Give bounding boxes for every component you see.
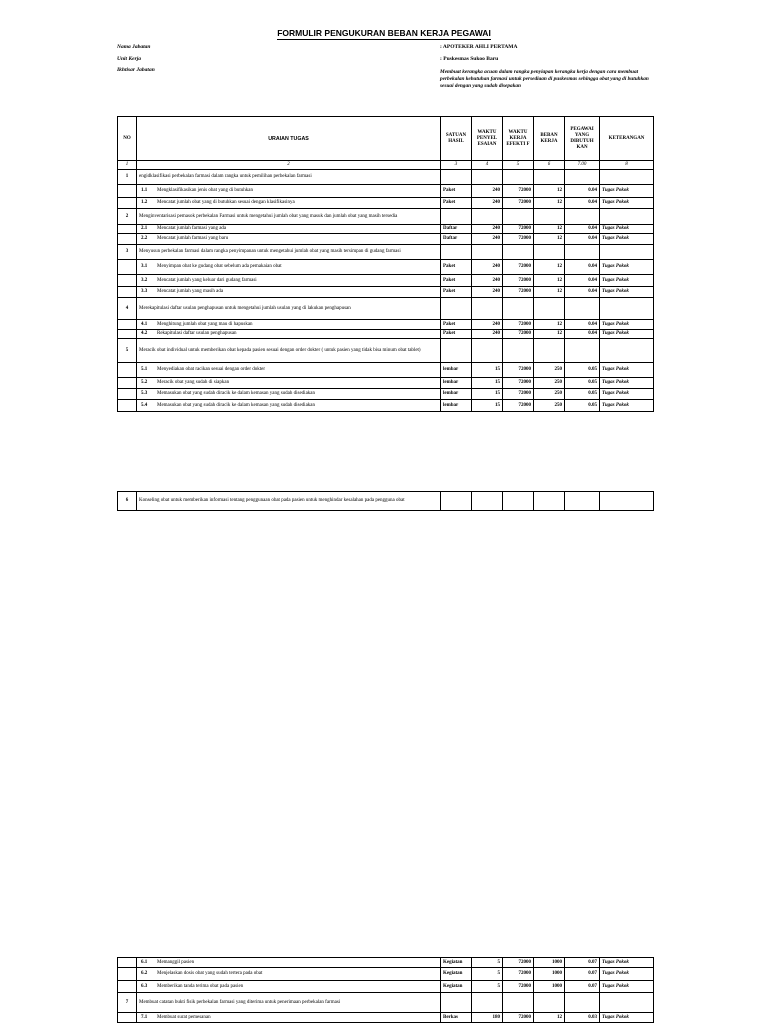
col-number: 5 — [503, 161, 534, 170]
waktu-penyelesaian: 15 — [472, 389, 503, 400]
subtask-code: 4.1 — [141, 321, 148, 327]
pegawai-dibutuhkan: 0.03 — [565, 1013, 600, 1023]
waktu-kerja-efektif: 72000 — [503, 400, 534, 412]
subtask-code: 5.1 — [141, 367, 148, 372]
keterangan: Tugas Pokok — [600, 1013, 654, 1023]
pegawai-dibutuhkan: 0.04 — [565, 275, 600, 287]
subtask-row — [118, 330, 654, 339]
satuan-hasil: lembar — [441, 400, 472, 412]
keterangan: Tugas Pokok — [600, 225, 654, 234]
empty-cell — [600, 245, 654, 260]
value-nama-jabatan: : APOTEKER AHLI PERTAMA — [440, 44, 518, 50]
empty-cell — [441, 245, 472, 260]
waktu-kerja-efektif: 72000 — [503, 234, 534, 245]
empty-cell — [441, 339, 472, 363]
empty-cell — [600, 339, 654, 363]
task-row — [118, 170, 654, 185]
empty-cell — [534, 298, 565, 320]
subtask-code: 5.3 — [141, 391, 148, 396]
empty-cell — [503, 339, 534, 363]
label-ikhtisar-jabatan: Ikhtisar Jabatan — [117, 67, 155, 73]
empty-cell — [503, 492, 534, 511]
keterangan: Tugas Pokok — [600, 234, 654, 245]
empty-cell — [565, 993, 600, 1013]
empty-cell — [118, 389, 137, 400]
satuan-hasil: Paket — [441, 330, 472, 339]
beban-kerja: 250 — [534, 400, 565, 412]
subtask-row — [118, 981, 654, 993]
waktu-kerja-efektif: 72000 — [503, 363, 534, 378]
header-row — [118, 117, 654, 161]
empty-cell — [118, 275, 137, 287]
waktu-penyelesaian: 15 — [472, 378, 503, 389]
waktu-penyelesaian: 5 — [472, 958, 503, 968]
empty-cell — [472, 339, 503, 363]
task-row — [118, 209, 654, 225]
subtask-cell — [137, 198, 441, 209]
subtask-description: Mencatat jumlah farmasi yang baru — [157, 236, 229, 241]
form-title: FORMULIR PENGUKURAN BEBAN KERJA PEGAWAI — [277, 28, 491, 38]
beban-kerja: 12 — [534, 225, 565, 234]
waktu-kerja-efektif: 72000 — [503, 330, 534, 339]
pegawai-dibutuhkan: 0.04 — [565, 198, 600, 209]
header-waktu: WAKTU PENYEL ESAIAN — [472, 117, 503, 161]
empty-cell — [503, 209, 534, 225]
subtask-description: Menyimpan obat ke gudang obat sebelum ada pemakaian obat — [157, 264, 282, 269]
task-description: Menyusun perbekalan farmasi dalam rangka penyimpanan untuk mengetahui jumlah obat yang masih tersimpan di gudang farmasi — [137, 245, 441, 260]
subtask-description: Mencatat jumlah farmasi yang ada — [157, 226, 227, 231]
empty-cell — [118, 234, 137, 245]
keterangan: Tugas Pokok — [600, 981, 654, 993]
empty-cell — [472, 298, 503, 320]
header-no: NO — [118, 117, 137, 161]
task-number: 3 — [118, 245, 137, 260]
subtask-cell — [137, 400, 441, 412]
subtask-description: Memberikan tanda terima obat pada pasien — [157, 983, 244, 989]
beban-kerja: 1000 — [534, 981, 565, 993]
beban-kerja: 12 — [534, 260, 565, 275]
subtask-code: 2.1 — [141, 226, 148, 231]
subtask-cell — [137, 378, 441, 389]
subtask-description: Mencatat jumlah yang masih ada — [157, 289, 224, 294]
subtask-row — [118, 400, 654, 412]
subtask-row — [118, 389, 654, 400]
subtask-description: Menghitung jumlah obat yang mau di hapuskan — [157, 321, 253, 327]
col-number: 4 — [472, 161, 503, 170]
empty-cell — [534, 209, 565, 225]
empty-cell — [503, 170, 534, 185]
header-satuan: SATUAN HASIL — [441, 117, 472, 161]
waktu-penyelesaian: 5 — [472, 968, 503, 981]
satuan-hasil: Kegiatan — [441, 958, 472, 968]
waktu-kerja-efektif: 72000 — [503, 275, 534, 287]
empty-cell — [534, 339, 565, 363]
empty-cell — [565, 170, 600, 185]
empty-cell — [118, 225, 137, 234]
task-number: 1 — [118, 170, 137, 185]
subtask-code: 3.1 — [141, 264, 148, 269]
subtask-row — [118, 185, 654, 198]
empty-cell — [503, 993, 534, 1013]
satuan-hasil: Daftar — [441, 234, 472, 245]
empty-cell — [534, 245, 565, 260]
beban-kerja: 12 — [534, 234, 565, 245]
label-unit-kerja: Unit Kerja — [117, 56, 141, 62]
col-number: 1 — [118, 161, 137, 170]
waktu-kerja-efektif: 72000 — [503, 287, 534, 298]
subtask-cell — [137, 185, 441, 198]
subtask-cell — [137, 363, 441, 378]
empty-cell — [472, 209, 503, 225]
subtask-row — [118, 1013, 654, 1023]
satuan-hasil: Paket — [441, 185, 472, 198]
empty-cell — [441, 209, 472, 225]
subtask-code: 6.3 — [141, 983, 148, 989]
subtask-code: 6.1 — [141, 959, 148, 965]
header-efektif: WAKTU KERJA EFEKTI F — [503, 117, 534, 161]
waktu-kerja-efektif: 72000 — [503, 378, 534, 389]
subtask-row — [118, 378, 654, 389]
subtask-description: Memanggil pasien — [157, 959, 195, 965]
pegawai-dibutuhkan: 0.04 — [565, 330, 600, 339]
subtask-cell — [137, 389, 441, 400]
subtask-description: Meracik obat yang sudah di siapkan — [157, 380, 230, 385]
subtask-cell — [137, 320, 441, 330]
workload-table-task-6 — [117, 491, 654, 511]
waktu-kerja-efektif: 72000 — [503, 981, 534, 993]
keterangan: Tugas Pokok — [600, 275, 654, 287]
waktu-kerja-efektif: 72000 — [503, 958, 534, 968]
col-number: 8 — [600, 161, 654, 170]
empty-cell — [503, 298, 534, 320]
beban-kerja: 250 — [534, 378, 565, 389]
empty-cell — [118, 363, 137, 378]
task-number: 7 — [118, 993, 137, 1013]
empty-cell — [600, 209, 654, 225]
subtask-row — [118, 234, 654, 245]
waktu-kerja-efektif: 72000 — [503, 968, 534, 981]
task-number: 2 — [118, 209, 137, 225]
subtask-code: 6.2 — [141, 971, 148, 976]
subtask-row — [118, 968, 654, 981]
empty-cell — [441, 170, 472, 185]
subtask-cell — [137, 234, 441, 245]
empty-cell — [118, 981, 137, 993]
waktu-penyelesaian: 240 — [472, 260, 503, 275]
empty-cell — [118, 287, 137, 298]
subtask-code: 3.2 — [141, 277, 148, 283]
subtask-description: Membuat surat pemesanan — [157, 1014, 211, 1020]
beban-kerja: 12 — [534, 320, 565, 330]
empty-cell — [565, 339, 600, 363]
waktu-penyelesaian: 240 — [472, 198, 503, 209]
keterangan: Tugas Pokok — [600, 378, 654, 389]
subtask-row — [118, 320, 654, 330]
subtask-description: Memasukan obat yang sudah diracik ke dalam kemasan yang sudah disediakan — [157, 402, 316, 408]
task-row — [118, 492, 654, 511]
col-number: 2 — [137, 161, 441, 170]
keterangan: Tugas Pokok — [600, 389, 654, 400]
subtask-cell — [137, 968, 441, 981]
subtask-code: 5.2 — [141, 380, 148, 385]
waktu-kerja-efektif: 72000 — [503, 225, 534, 234]
waktu-penyelesaian: 15 — [472, 363, 503, 378]
subtask-cell — [137, 330, 441, 339]
empty-cell — [118, 378, 137, 389]
satuan-hasil: lembar — [441, 389, 472, 400]
satuan-hasil: Paket — [441, 287, 472, 298]
empty-cell — [565, 209, 600, 225]
beban-kerja: 250 — [534, 389, 565, 400]
waktu-kerja-efektif: 72000 — [503, 320, 534, 330]
subtask-code: 3.3 — [141, 289, 148, 294]
empty-cell — [503, 245, 534, 260]
label-nama-jabatan: Nama Jabatan — [117, 44, 151, 50]
satuan-hasil: lembar — [441, 378, 472, 389]
beban-kerja: 12 — [534, 275, 565, 287]
satuan-hasil: Paket — [441, 320, 472, 330]
keterangan: Tugas Pokok — [600, 968, 654, 981]
pegawai-dibutuhkan: 0.04 — [565, 225, 600, 234]
pegawai-dibutuhkan: 0.04 — [565, 260, 600, 275]
empty-cell — [472, 492, 503, 511]
col-number: 3 — [441, 161, 472, 170]
column-number-row — [118, 161, 654, 170]
beban-kerja: 1000 — [534, 968, 565, 981]
task-row — [118, 339, 654, 363]
waktu-penyelesaian: 15 — [472, 400, 503, 412]
task-row — [118, 298, 654, 320]
pegawai-dibutuhkan: 0.05 — [565, 378, 600, 389]
task-row — [118, 993, 654, 1013]
empty-cell — [600, 170, 654, 185]
beban-kerja: 12 — [534, 330, 565, 339]
satuan-hasil: lembar — [441, 363, 472, 378]
pegawai-dibutuhkan: 0.07 — [565, 981, 600, 993]
value-unit-kerja: : Puskesmas Sukoo Baru — [440, 56, 499, 62]
task-number: 5 — [118, 339, 137, 363]
satuan-hasil: Berkas — [441, 1013, 472, 1023]
empty-cell — [565, 245, 600, 260]
keterangan: Tugas Pokok — [600, 330, 654, 339]
empty-cell — [441, 492, 472, 511]
keterangan: Tugas Pokok — [600, 287, 654, 298]
subtask-row — [118, 275, 654, 287]
keterangan: Tugas Pokok — [600, 260, 654, 275]
subtask-row — [118, 260, 654, 275]
workload-table-continued — [117, 957, 654, 1023]
task-description: Membuat catatan bukti fisik perbekalan farmasi yang diterima untuk penerimaan perbekalan farmasi — [137, 993, 441, 1013]
subtask-description: Memasukan obat yang sudah diracik ke dalam kemasan yang sudah disediakan — [157, 391, 316, 396]
header-pegawai: PEGAWAI YANG DIBUTUH KAN — [565, 117, 600, 161]
empty-cell — [118, 330, 137, 339]
satuan-hasil: Paket — [441, 275, 472, 287]
beban-kerja: 250 — [534, 363, 565, 378]
waktu-kerja-efektif: 72000 — [503, 185, 534, 198]
task-description: Meracik obat individual untuk memberikan obat kepada pasien sesuai dengan order dokter ( untuk pasien yang tidak bisa minum obat tablet) — [137, 339, 441, 363]
empty-cell — [600, 298, 654, 320]
satuan-hasil: Paket — [441, 260, 472, 275]
empty-cell — [118, 185, 137, 198]
pegawai-dibutuhkan: 0.05 — [565, 363, 600, 378]
subtask-description: Menjelaskan dosis obat yang sudah tertera pada obat — [157, 971, 263, 976]
subtask-code: 4.2 — [141, 331, 148, 336]
waktu-penyelesaian: 240 — [472, 287, 503, 298]
task-number: 6 — [118, 492, 137, 511]
subtask-row — [118, 198, 654, 209]
subtask-cell — [137, 958, 441, 968]
beban-kerja: 12 — [534, 1013, 565, 1023]
empty-cell — [441, 298, 472, 320]
empty-cell — [118, 1013, 137, 1023]
waktu-penyelesaian: 240 — [472, 275, 503, 287]
empty-cell — [600, 492, 654, 511]
empty-cell — [118, 968, 137, 981]
subtask-cell — [137, 981, 441, 993]
header-beban: BEBAN KERJA — [534, 117, 565, 161]
subtask-description: Menyediakan obat racikan sesuai dengan order dokter — [157, 367, 266, 372]
header-keterangan: KETERANGAN — [600, 117, 654, 161]
empty-cell — [118, 198, 137, 209]
subtask-code: 7.1 — [141, 1014, 148, 1020]
beban-kerja: 12 — [534, 287, 565, 298]
waktu-kerja-efektif: 72000 — [503, 1013, 534, 1023]
ikhtisar-description: Membuat kerangka acuan dalam rangka penyiapan kerangka kerja dengan cara membuat perbekalan kebutuhan farmasi untuk persediaan di puskesmas sehingga obat yang di butuhkan sesuai dengan yang sudah disepakan — [440, 69, 649, 89]
subtask-cell — [137, 287, 441, 298]
waktu-penyelesaian: 240 — [472, 225, 503, 234]
subtask-description: Mencatat jumlah obat yang di butuhkan sesuai dengan klasifikasinya — [157, 200, 295, 205]
pegawai-dibutuhkan: 0.05 — [565, 389, 600, 400]
empty-cell — [472, 245, 503, 260]
subtask-row — [118, 363, 654, 378]
pegawai-dibutuhkan: 0.04 — [565, 287, 600, 298]
keterangan: Tugas Pokok — [600, 400, 654, 412]
subtask-cell — [137, 1013, 441, 1023]
keterangan: Tugas Pokok — [600, 958, 654, 968]
pegawai-dibutuhkan: 0.05 — [565, 400, 600, 412]
beban-kerja: 1000 — [534, 958, 565, 968]
waktu-penyelesaian: 240 — [472, 234, 503, 245]
pegawai-dibutuhkan: 0.07 — [565, 968, 600, 981]
subtask-cell — [137, 260, 441, 275]
task-number: 4 — [118, 298, 137, 320]
waktu-penyelesaian: 180 — [472, 1013, 503, 1023]
empty-cell — [534, 492, 565, 511]
subtask-description: Mengklasifikasikan jenis obat yang di butuhkan — [157, 188, 253, 193]
empty-cell — [472, 170, 503, 185]
waktu-kerja-efektif: 72000 — [503, 198, 534, 209]
empty-cell — [118, 400, 137, 412]
header-uraian: URAIAN TUGAS — [137, 117, 441, 161]
satuan-hasil: Kegiatan — [441, 981, 472, 993]
waktu-penyelesaian: 240 — [472, 185, 503, 198]
keterangan: Tugas Pokok — [600, 198, 654, 209]
task-description: engidklasifikasi perbekalan farmasi dalam rangka untuk pemilihan perbekalan farmasi — [137, 170, 441, 185]
satuan-hasil: Kegiatan — [441, 968, 472, 981]
task-row — [118, 245, 654, 260]
subtask-cell — [137, 275, 441, 287]
empty-cell — [565, 492, 600, 511]
subtask-row — [118, 225, 654, 234]
beban-kerja: 12 — [534, 198, 565, 209]
empty-cell — [534, 170, 565, 185]
empty-cell — [441, 993, 472, 1013]
task-description: Menginventarisasi pemasok perbekalan Farmasi untuk mengetahui jumlah obat yang masuk dan jumlah obat yang masih tersedia — [137, 209, 441, 225]
col-number: 6 — [534, 161, 565, 170]
empty-cell — [534, 993, 565, 1013]
subtask-code: 1.2 — [141, 200, 148, 205]
pegawai-dibutuhkan: 0.04 — [565, 320, 600, 330]
beban-kerja: 12 — [534, 185, 565, 198]
empty-cell — [600, 993, 654, 1013]
satuan-hasil: Paket — [441, 198, 472, 209]
waktu-penyelesaian: 240 — [472, 320, 503, 330]
subtask-row — [118, 287, 654, 298]
empty-cell — [118, 958, 137, 968]
keterangan: Tugas Pokok — [600, 320, 654, 330]
task-description: Konseling obat untuk memberikan informasi tentang penggunaan obat pada pasien untuk menghindar kesalahan pada pengguna obat — [137, 492, 441, 511]
empty-cell — [118, 260, 137, 275]
subtask-row — [118, 958, 654, 968]
keterangan: Tugas Pokok — [600, 185, 654, 198]
satuan-hasil: Daftar — [441, 225, 472, 234]
pegawai-dibutuhkan: 0.04 — [565, 185, 600, 198]
subtask-code: 5.4 — [141, 402, 148, 408]
waktu-kerja-efektif: 72000 — [503, 260, 534, 275]
workload-table — [117, 116, 654, 412]
empty-cell — [118, 320, 137, 330]
subtask-code: 2.2 — [141, 236, 148, 241]
pegawai-dibutuhkan: 0.07 — [565, 958, 600, 968]
empty-cell — [565, 298, 600, 320]
waktu-kerja-efektif: 72000 — [503, 389, 534, 400]
col-number: 7.00 — [565, 161, 600, 170]
subtask-code: 1.1 — [141, 188, 148, 193]
empty-cell — [472, 993, 503, 1013]
subtask-description: Mencatat jumlah yang keluar dari gudang farmasi — [157, 277, 257, 283]
task-description: Merekapitulasi daftar usulan penghapusan untuk mengetahui jumlah usulan yang di lakukan penghapusan — [137, 298, 441, 320]
keterangan: Tugas Pokok — [600, 363, 654, 378]
waktu-penyelesaian: 240 — [472, 330, 503, 339]
waktu-penyelesaian: 5 — [472, 981, 503, 993]
pegawai-dibutuhkan: 0.04 — [565, 234, 600, 245]
subtask-cell — [137, 225, 441, 234]
subtask-description: Rekapitulasi daftar usulan penghapusan — [157, 331, 237, 336]
